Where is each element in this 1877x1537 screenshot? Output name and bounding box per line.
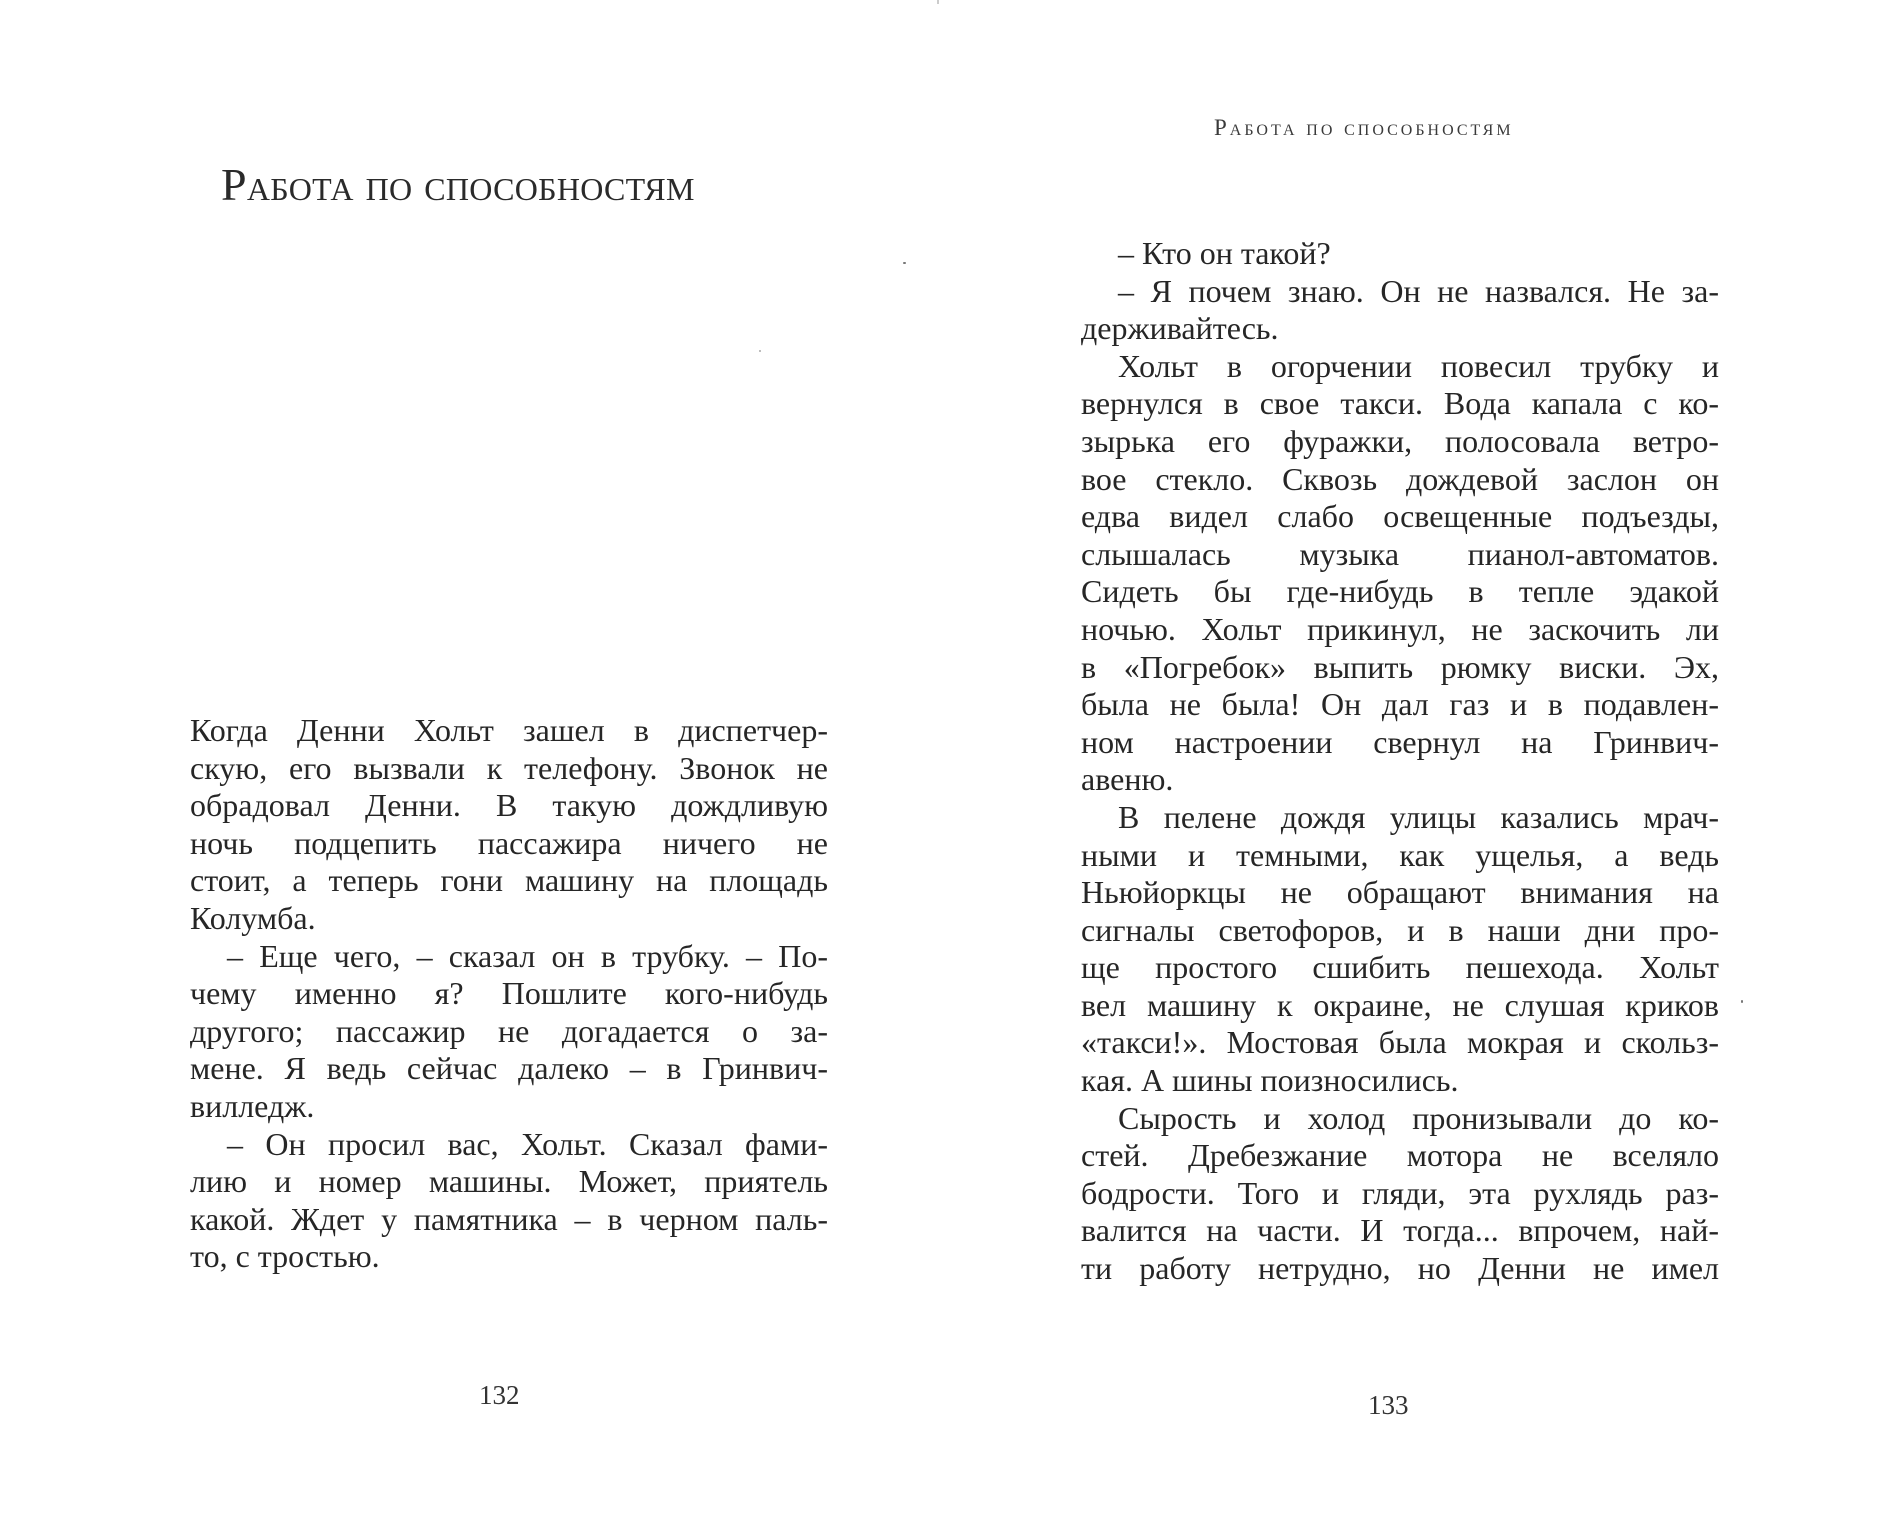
page-number: 133	[1368, 1390, 1409, 1420]
text-line: вое стекло. Сквозь дождевой заслон он	[1081, 460, 1719, 497]
chapter-title: Работа по способностям	[221, 159, 695, 210]
text-line: стоит, а теперь гони машину на площадь	[190, 862, 828, 899]
text-line: – Я почем знаю. Он не назвался. Не за-	[1118, 272, 1719, 309]
text-line: держивайтесь.	[1081, 310, 1279, 347]
text-line: валится на части. И тогда... впрочем, най-	[1081, 1212, 1719, 1249]
text-line: кая. А шины поизносились.	[1081, 1062, 1459, 1099]
right-page	[938, 0, 1877, 1537]
text-line: мене. Я ведь сейчас далеко – в Гринвич-	[190, 1050, 828, 1087]
text-line: какой. Ждет у памятника – в черном паль-	[190, 1200, 828, 1237]
text-line: ночью. Хольт прикинул, не заскочить ли	[1081, 610, 1719, 647]
text-line: Сидеть бы где-нибудь в тепле эдакой	[1081, 573, 1719, 610]
text-line: – Еще чего, – сказал он в трубку. – По-	[227, 937, 828, 974]
text-line: авеню.	[1081, 761, 1174, 798]
text-line: Сырость и холод пронизывали до ко-	[1118, 1099, 1719, 1136]
text-line: ном настроении свернул на Гринвич-	[1081, 723, 1719, 760]
text-line: вилледж.	[190, 1087, 315, 1124]
print-speck	[759, 350, 761, 352]
text-line: то, с тростью.	[190, 1238, 380, 1275]
text-line: стей. Дребезжание мотора не вселяло	[1081, 1137, 1719, 1174]
text-line: – Он просил вас, Хольт. Сказал фами-	[227, 1125, 828, 1162]
left-page	[0, 0, 938, 1537]
text-line: ными и темными, как ущелья, а ведь	[1081, 836, 1719, 873]
text-line: Ньюйоркцы не обращают внимания на	[1081, 874, 1719, 911]
text-line: вел машину к окраине, не слушая криков	[1081, 986, 1719, 1023]
text-line: бодрости. Того и гляди, эта рухлядь раз-	[1081, 1174, 1719, 1211]
text-line: Когда Денни Хольт зашел в диспетчер-	[190, 712, 828, 748]
text-line: В пелене дождя улицы казались мрач-	[1118, 798, 1719, 835]
text-line: Хольт в огорчении повесил трубку и	[1118, 347, 1719, 384]
text-line: скую, его вызвали к телефону. Звонок не	[190, 749, 828, 786]
text-line: едва видел слабо освещенные подъезды,	[1081, 498, 1719, 535]
left-body-text	[190, 712, 828, 1276]
print-speck	[1741, 1000, 1743, 1003]
text-line: обрадовал Денни. В такую дождливую	[190, 787, 828, 824]
text-line: лию и номер машины. Может, приятель	[190, 1163, 828, 1200]
text-line: ти работу нетрудно, но Денни не имел	[1081, 1250, 1719, 1287]
text-line: Колумба.	[190, 899, 316, 936]
text-line: чему именно я? Пошлите кого-нибудь	[190, 975, 828, 1012]
text-line: – Кто он такой?	[1118, 235, 1331, 271]
text-line: в «Погребок» выпить рюмку виски. Эх,	[1081, 648, 1719, 685]
text-line: ще простого сшибить пешехода. Хольт	[1081, 949, 1719, 986]
text-line: зырька его фуражки, полосовала ветро-	[1081, 422, 1719, 459]
text-line: сигналы светофоров, и в наши дни про-	[1081, 911, 1719, 948]
text-line: вернулся в свое такси. Вода капала с ко-	[1081, 385, 1719, 422]
text-line: была не была! Он дал газ и в подавлен-	[1081, 686, 1719, 723]
text-line: слышалась музыка пианол-автоматов.	[1081, 535, 1719, 572]
right-body-text	[1081, 235, 1719, 1288]
text-line: другого; пассажир не догадается о за-	[190, 1012, 828, 1049]
text-line: «такси!». Мостовая была мокрая и скольз-	[1081, 1024, 1719, 1061]
text-line: ночь подцепить пассажира ничего не	[190, 824, 828, 861]
running-head: Работа по способностям	[1214, 115, 1514, 140]
print-speck	[903, 262, 906, 264]
page-number: 132	[479, 1380, 520, 1410]
